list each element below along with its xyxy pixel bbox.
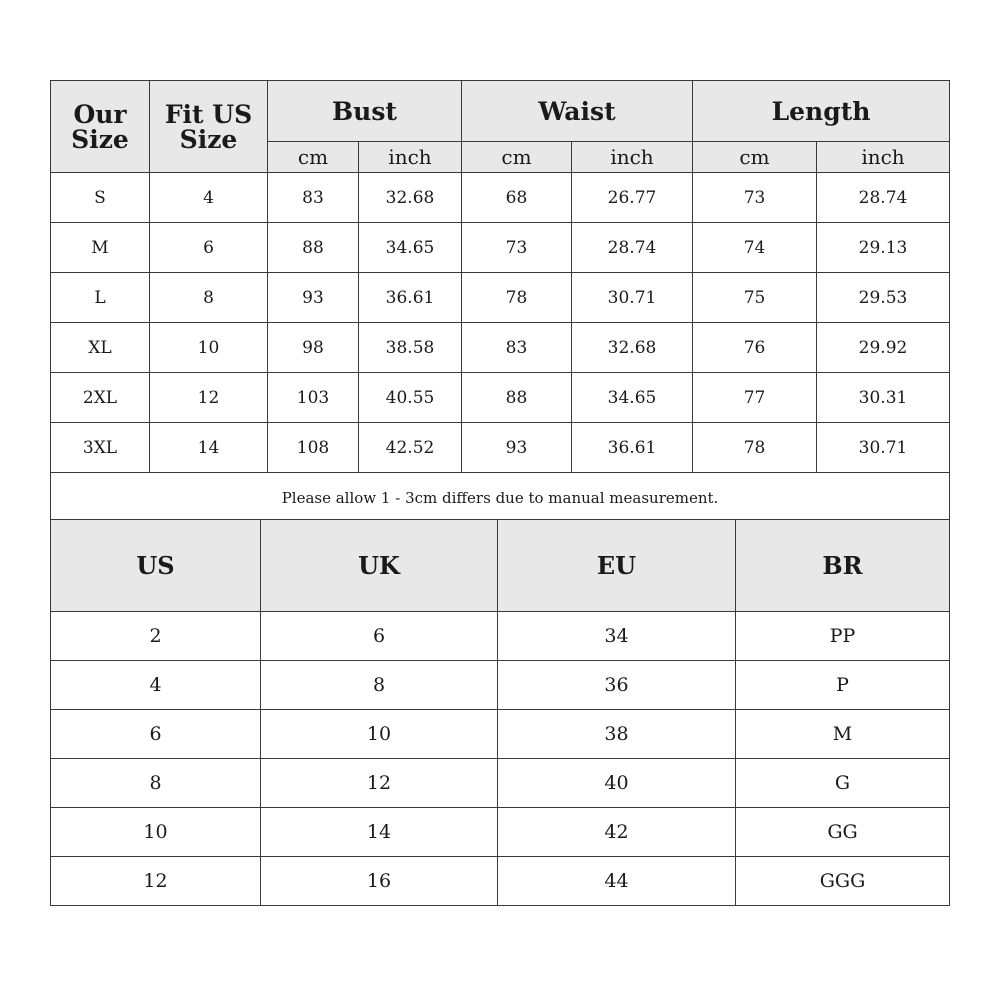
header-length: Length <box>693 81 950 142</box>
waist-cm-cell: 93 <box>462 423 572 473</box>
size-chart-table <box>50 80 950 523</box>
length-cm-cell: 77 <box>693 373 817 423</box>
our-size-cell: XL <box>51 323 150 373</box>
length-cm-cell: 73 <box>693 173 817 223</box>
length-inch-cell: 30.31 <box>817 373 950 423</box>
us-size-cell: 8 <box>51 759 261 808</box>
br-size-cell: P <box>736 661 950 710</box>
bust-cm-cell: 108 <box>268 423 359 473</box>
size-chart-note-row <box>51 473 950 523</box>
br-size-cell: PP <box>736 612 950 661</box>
bust-cm-cell: 83 <box>268 173 359 223</box>
fit-us-size-cell: 10 <box>150 323 268 373</box>
header-our-size-line-2: Size <box>71 124 129 154</box>
size-chart-body <box>51 173 950 473</box>
length-inch-cell: 30.71 <box>817 423 950 473</box>
waist-cm-cell: 68 <box>462 173 572 223</box>
waist-inch-cell: 36.61 <box>572 423 693 473</box>
length-inch-cell: 29.13 <box>817 223 950 273</box>
table-row <box>51 759 950 808</box>
eu-size-cell: 44 <box>498 857 736 906</box>
us-size-cell: 2 <box>51 612 261 661</box>
conversion-header-row <box>51 520 950 612</box>
waist-cm-cell: 73 <box>462 223 572 273</box>
unit-waist-cm: cm <box>462 142 572 173</box>
uk-size-cell: 6 <box>261 612 498 661</box>
conversion-chart-body <box>51 612 950 906</box>
us-size-cell: 10 <box>51 808 261 857</box>
header-fit-us-size <box>150 81 268 173</box>
header-our-size-line-1: Our <box>73 99 127 129</box>
br-size-cell: G <box>736 759 950 808</box>
table-row <box>51 808 950 857</box>
length-cm-cell: 78 <box>693 423 817 473</box>
length-cm-cell: 74 <box>693 223 817 273</box>
table-row <box>51 373 950 423</box>
bust-inch-cell: 38.58 <box>359 323 462 373</box>
our-size-cell: M <box>51 223 150 273</box>
table-row <box>51 273 950 323</box>
header-waist: Waist <box>462 81 693 142</box>
br-size-cell: GG <box>736 808 950 857</box>
fit-us-size-cell: 8 <box>150 273 268 323</box>
unit-waist-inch: inch <box>572 142 693 173</box>
header-fit-us-size-line-1: Fit US <box>164 99 253 129</box>
waist-cm-cell: 88 <box>462 373 572 423</box>
eu-size-cell: 42 <box>498 808 736 857</box>
bust-inch-cell: 40.55 <box>359 373 462 423</box>
header-bust: Bust <box>268 81 462 142</box>
table-row <box>51 612 950 661</box>
unit-bust-inch: inch <box>359 142 462 173</box>
table-row <box>51 710 950 759</box>
length-inch-cell: 29.92 <box>817 323 950 373</box>
our-size-cell: 2XL <box>51 373 150 423</box>
us-size-cell: 6 <box>51 710 261 759</box>
br-size-cell: GGG <box>736 857 950 906</box>
header-br: BR <box>736 520 950 612</box>
our-size-cell: 3XL <box>51 423 150 473</box>
header-our-size <box>51 81 150 173</box>
fit-us-size-cell: 6 <box>150 223 268 273</box>
uk-size-cell: 12 <box>261 759 498 808</box>
waist-inch-cell: 34.65 <box>572 373 693 423</box>
bust-inch-cell: 34.65 <box>359 223 462 273</box>
unit-bust-cm: cm <box>268 142 359 173</box>
size-chart-header-row <box>51 81 950 142</box>
uk-size-cell: 16 <box>261 857 498 906</box>
length-inch-cell: 29.53 <box>817 273 950 323</box>
eu-size-cell: 38 <box>498 710 736 759</box>
bust-cm-cell: 88 <box>268 223 359 273</box>
br-size-cell: M <box>736 710 950 759</box>
table-row <box>51 857 950 906</box>
eu-size-cell: 36 <box>498 661 736 710</box>
bust-inch-cell: 42.52 <box>359 423 462 473</box>
uk-size-cell: 8 <box>261 661 498 710</box>
our-size-cell: S <box>51 173 150 223</box>
waist-cm-cell: 83 <box>462 323 572 373</box>
us-size-cell: 12 <box>51 857 261 906</box>
fit-us-size-cell: 4 <box>150 173 268 223</box>
bust-inch-cell: 36.61 <box>359 273 462 323</box>
fit-us-size-cell: 12 <box>150 373 268 423</box>
measurement-note: Please allow 1 - 3cm differs due to manual measurement. <box>51 473 950 523</box>
unit-length-cm: cm <box>693 142 817 173</box>
uk-size-cell: 10 <box>261 710 498 759</box>
table-row <box>51 223 950 273</box>
conversion-chart-table <box>50 519 950 906</box>
fit-us-size-cell: 14 <box>150 423 268 473</box>
header-us: US <box>51 520 261 612</box>
table-row <box>51 661 950 710</box>
waist-cm-cell: 78 <box>462 273 572 323</box>
our-size-cell: L <box>51 273 150 323</box>
bust-cm-cell: 103 <box>268 373 359 423</box>
table-row <box>51 423 950 473</box>
waist-inch-cell: 28.74 <box>572 223 693 273</box>
length-cm-cell: 76 <box>693 323 817 373</box>
bust-inch-cell: 32.68 <box>359 173 462 223</box>
waist-inch-cell: 30.71 <box>572 273 693 323</box>
length-cm-cell: 75 <box>693 273 817 323</box>
header-fit-us-size-line-2: Size <box>179 124 238 154</box>
uk-size-cell: 14 <box>261 808 498 857</box>
table-row <box>51 323 950 373</box>
bust-cm-cell: 93 <box>268 273 359 323</box>
length-inch-cell: 28.74 <box>817 173 950 223</box>
waist-inch-cell: 32.68 <box>572 323 693 373</box>
us-size-cell: 4 <box>51 661 261 710</box>
eu-size-cell: 34 <box>498 612 736 661</box>
header-uk: UK <box>261 520 498 612</box>
bust-cm-cell: 98 <box>268 323 359 373</box>
unit-length-inch: inch <box>817 142 950 173</box>
table-row <box>51 173 950 223</box>
header-eu: EU <box>498 520 736 612</box>
eu-size-cell: 40 <box>498 759 736 808</box>
waist-inch-cell: 26.77 <box>572 173 693 223</box>
